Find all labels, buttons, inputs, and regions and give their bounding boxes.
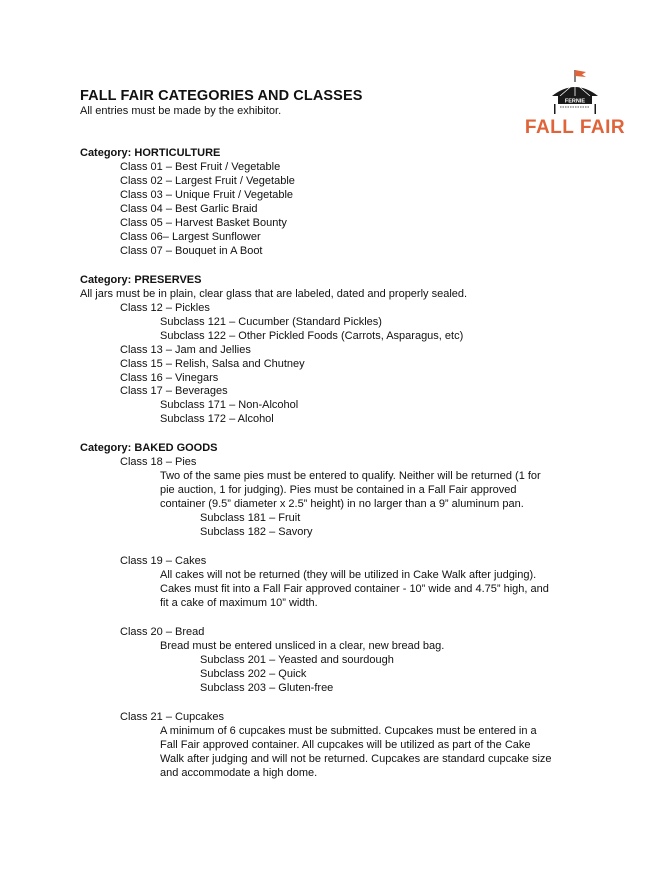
category-name: HORTICULTURE — [134, 147, 221, 159]
description-line: fit a cake of maximum 10” width. — [160, 597, 318, 609]
class-item: Class 18 – Pies — [120, 456, 197, 468]
description-line: Fall Fair approved container. All cupcakes will be utilized as part of the Cake — [160, 739, 531, 751]
category-name: BAKED GOODS — [134, 442, 218, 454]
class-item: Class 13 – Jam and Jellies — [120, 344, 251, 356]
page-subtitle: All entries must be made by the exhibitor. — [80, 105, 282, 117]
svg-text:FERNIE: FERNIE — [564, 98, 586, 105]
subclass-item: Subclass 121 – Cucumber (Standard Pickles) — [160, 316, 382, 328]
class-item: Class 16 – Vinegars — [120, 372, 219, 384]
subclass-item: Subclass 182 – Savory — [200, 526, 313, 538]
class-item: Class 04 – Best Garlic Braid — [120, 203, 258, 215]
category-baked-goods-heading — [80, 442, 218, 455]
category-note: All jars must be in plain, clear glass that are labeled, dated and properly sealed. — [80, 288, 468, 300]
description-line: pie auction, 1 for judging). Pies must be contained in a Fall Fair approved — [160, 484, 517, 496]
class-item: Class 21 – Cupcakes — [120, 711, 224, 723]
fall-fair-logo — [524, 66, 626, 140]
subclass-item: Subclass 203 – Gluten-free — [200, 682, 334, 694]
svg-text:FALL FAIR: FALL FAIR — [524, 117, 626, 138]
description-line: All cakes will not be returned (they will be utilized in Cake Walk after judging). — [160, 569, 537, 581]
subclass-item: Subclass 181 – Fruit — [200, 512, 301, 524]
class-item: Class 17 – Beverages — [120, 385, 228, 397]
class-item: Class 02 – Largest Fruit / Vegetable — [120, 175, 295, 187]
class-item: Class 15 – Relish, Salsa and Chutney — [120, 358, 305, 370]
category-preserves-heading — [80, 274, 201, 287]
subclass-item: Subclass 172 – Alcohol — [160, 413, 274, 425]
class-item: Class 07 – Bouquet in A Boot — [120, 245, 263, 257]
subclass-item: Subclass 201 – Yeasted and sourdough — [200, 654, 394, 666]
category-prefix: Category: — [80, 147, 135, 159]
description-line: A minimum of 6 cupcakes must be submitted. Cupcakes must be entered in a — [160, 725, 537, 737]
description-line: Bread must be entered unsliced in a clear, new bread bag. — [160, 640, 445, 652]
category-name: PRESERVES — [134, 274, 202, 286]
description-line: Cakes must fit into a Fall Fair approved container - 10” wide and 4.75” high, and — [160, 583, 549, 595]
category-horticulture-heading — [80, 147, 220, 160]
subclass-item: Subclass 202 – Quick — [200, 668, 307, 680]
description-line: Two of the same pies must be entered to qualify. Neither will be returned (1 for — [160, 470, 541, 482]
class-item: Class 12 – Pickles — [120, 302, 210, 314]
page-title: FALL FAIR CATEGORIES AND CLASSES — [80, 88, 363, 104]
description-line: and accommodate a high dome. — [160, 767, 318, 779]
category-prefix: Category: — [80, 442, 135, 454]
class-item: Class 01 – Best Fruit / Vegetable — [120, 161, 281, 173]
class-item: Class 06– Largest Sunflower — [120, 231, 261, 243]
subclass-item: Subclass 122 – Other Pickled Foods (Carrots, Asparagus, etc) — [160, 330, 464, 342]
class-item: Class 03 – Unique Fruit / Vegetable — [120, 189, 294, 201]
class-item: Class 19 – Cakes — [120, 555, 207, 567]
description-line: container (9.5” diameter x 2.5” height) in no larger than a 9” aluminum pan. — [160, 498, 524, 510]
class-item: Class 05 – Harvest Basket Bounty — [120, 217, 287, 229]
description-line: Walk after judging and will not be returned. Cupcakes are standard cupcake size — [160, 753, 552, 765]
subclass-item: Subclass 171 – Non-Alcohol — [160, 399, 299, 411]
category-prefix: Category: — [80, 274, 135, 286]
class-item: Class 20 – Bread — [120, 626, 205, 638]
